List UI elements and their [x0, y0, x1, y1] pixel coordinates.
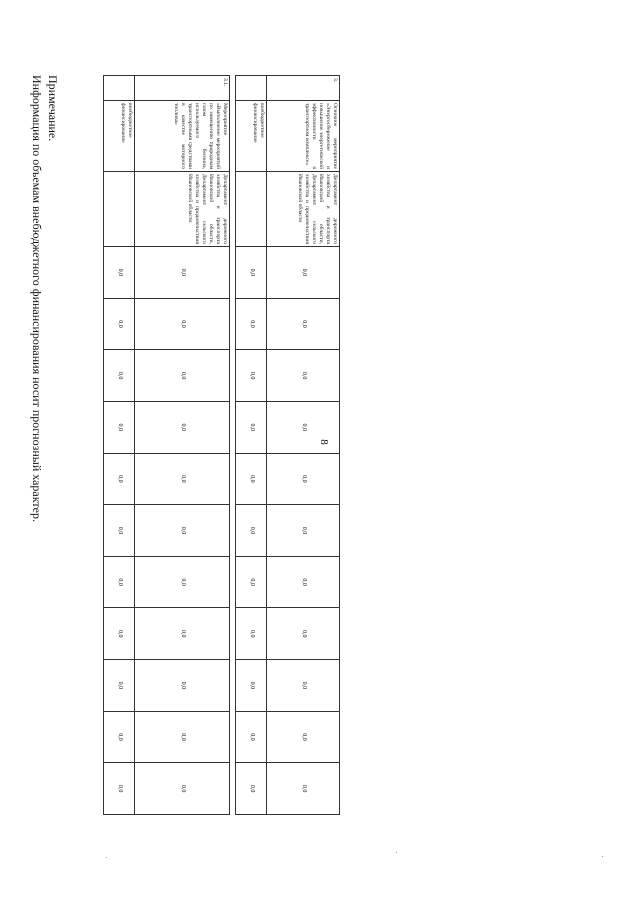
event-name-cell: Основное мероприятие «Энергосбережение и повышение энергетической эффективности в транспортном комплексе» — [267, 101, 340, 172]
value-cell: 0,0 — [135, 247, 230, 299]
value-cell: 0,0 — [135, 608, 230, 660]
value-cell: 0,0 — [104, 608, 135, 660]
note-text: Информация по объемам внебюджетного финансирования носит прогнозный характер. — [30, 75, 44, 522]
value-cell: 0,0 — [104, 711, 135, 763]
value-cell: 0,0 — [135, 763, 230, 815]
value-cell: 0,0 — [135, 556, 230, 608]
value-cell: 0,0 — [267, 247, 340, 299]
scan-speck — [396, 852, 397, 853]
page-number: 8 — [318, 439, 330, 445]
scan-speck — [602, 856, 603, 857]
value-cell: 0,0 — [267, 711, 340, 763]
value-cell: 0,0 — [267, 660, 340, 712]
value-cell: 0,0 — [236, 298, 267, 350]
row-number-cell: 3. — [267, 76, 340, 101]
row-number-cell — [104, 76, 135, 101]
value-cell: 0,0 — [267, 401, 340, 453]
table-row — [135, 76, 230, 815]
value-cell: 0,0 — [104, 453, 135, 505]
landscape-content — [30, 75, 340, 815]
value-cell: 0,0 — [236, 505, 267, 557]
row-number-cell — [236, 76, 267, 101]
table-row — [267, 76, 340, 815]
value-cell: 0,0 — [267, 608, 340, 660]
row-number-cell: 3.1. — [135, 76, 230, 101]
value-cell: 0,0 — [104, 505, 135, 557]
table-row — [236, 76, 267, 815]
value-cell: 0,0 — [104, 401, 135, 453]
value-cell: 0,0 — [236, 660, 267, 712]
value-cell: 0,0 — [135, 298, 230, 350]
value-cell: 0,0 — [267, 453, 340, 505]
value-cell: 0,0 — [135, 401, 230, 453]
table-row-gap — [230, 76, 236, 815]
value-cell: 0,0 — [135, 660, 230, 712]
value-cell: 0,0 — [267, 298, 340, 350]
gap-cell — [230, 76, 236, 815]
budget-table-body — [104, 76, 340, 815]
value-cell: 0,0 — [104, 350, 135, 402]
value-cell: 0,0 — [236, 247, 267, 299]
event-name-cell: внебюджетное финансирование — [236, 101, 267, 172]
executor-cell: Департамент дорожного хозяйства и транспорта Ивановской области, Департамент сельского хозяйства и продовольствия Ивановской области — [135, 172, 230, 247]
value-cell: 0,0 — [104, 556, 135, 608]
value-cell: 0,0 — [104, 660, 135, 712]
value-cell: 0,0 — [236, 401, 267, 453]
value-cell: 0,0 — [267, 763, 340, 815]
value-cell: 0,0 — [267, 556, 340, 608]
executor-cell: Департамент дорожного хозяйства и транспорта Ивановской области, Департамент сельского хозяйства и продовольствия Ивановской области — [267, 172, 340, 247]
value-cell: 0,0 — [104, 247, 135, 299]
value-cell: 0,0 — [236, 453, 267, 505]
value-cell: 0,0 — [267, 505, 340, 557]
executor-cell — [236, 172, 267, 247]
value-cell: 0,0 — [236, 763, 267, 815]
value-cell: 0,0 — [236, 608, 267, 660]
event-name-cell: внебюджетное финансирование — [104, 101, 135, 172]
value-cell: 0,0 — [236, 711, 267, 763]
event-name-cell: Мероприятие «Выполнение мероприятий по замещению природным газом бензина, используемого транспортными средствами в качестве моторного топлива» — [135, 101, 230, 172]
note-label: Примечание. — [46, 75, 60, 142]
scan-speck — [106, 857, 107, 858]
table-row — [104, 76, 135, 815]
value-cell: 0,0 — [135, 711, 230, 763]
executor-cell — [104, 172, 135, 247]
value-cell: 0,0 — [236, 350, 267, 402]
value-cell: 0,0 — [104, 763, 135, 815]
value-cell: 0,0 — [135, 453, 230, 505]
value-cell: 0,0 — [104, 298, 135, 350]
budget-table — [103, 75, 340, 815]
value-cell: 0,0 — [135, 505, 230, 557]
value-cell: 0,0 — [267, 350, 340, 402]
value-cell: 0,0 — [236, 556, 267, 608]
value-cell: 0,0 — [135, 350, 230, 402]
